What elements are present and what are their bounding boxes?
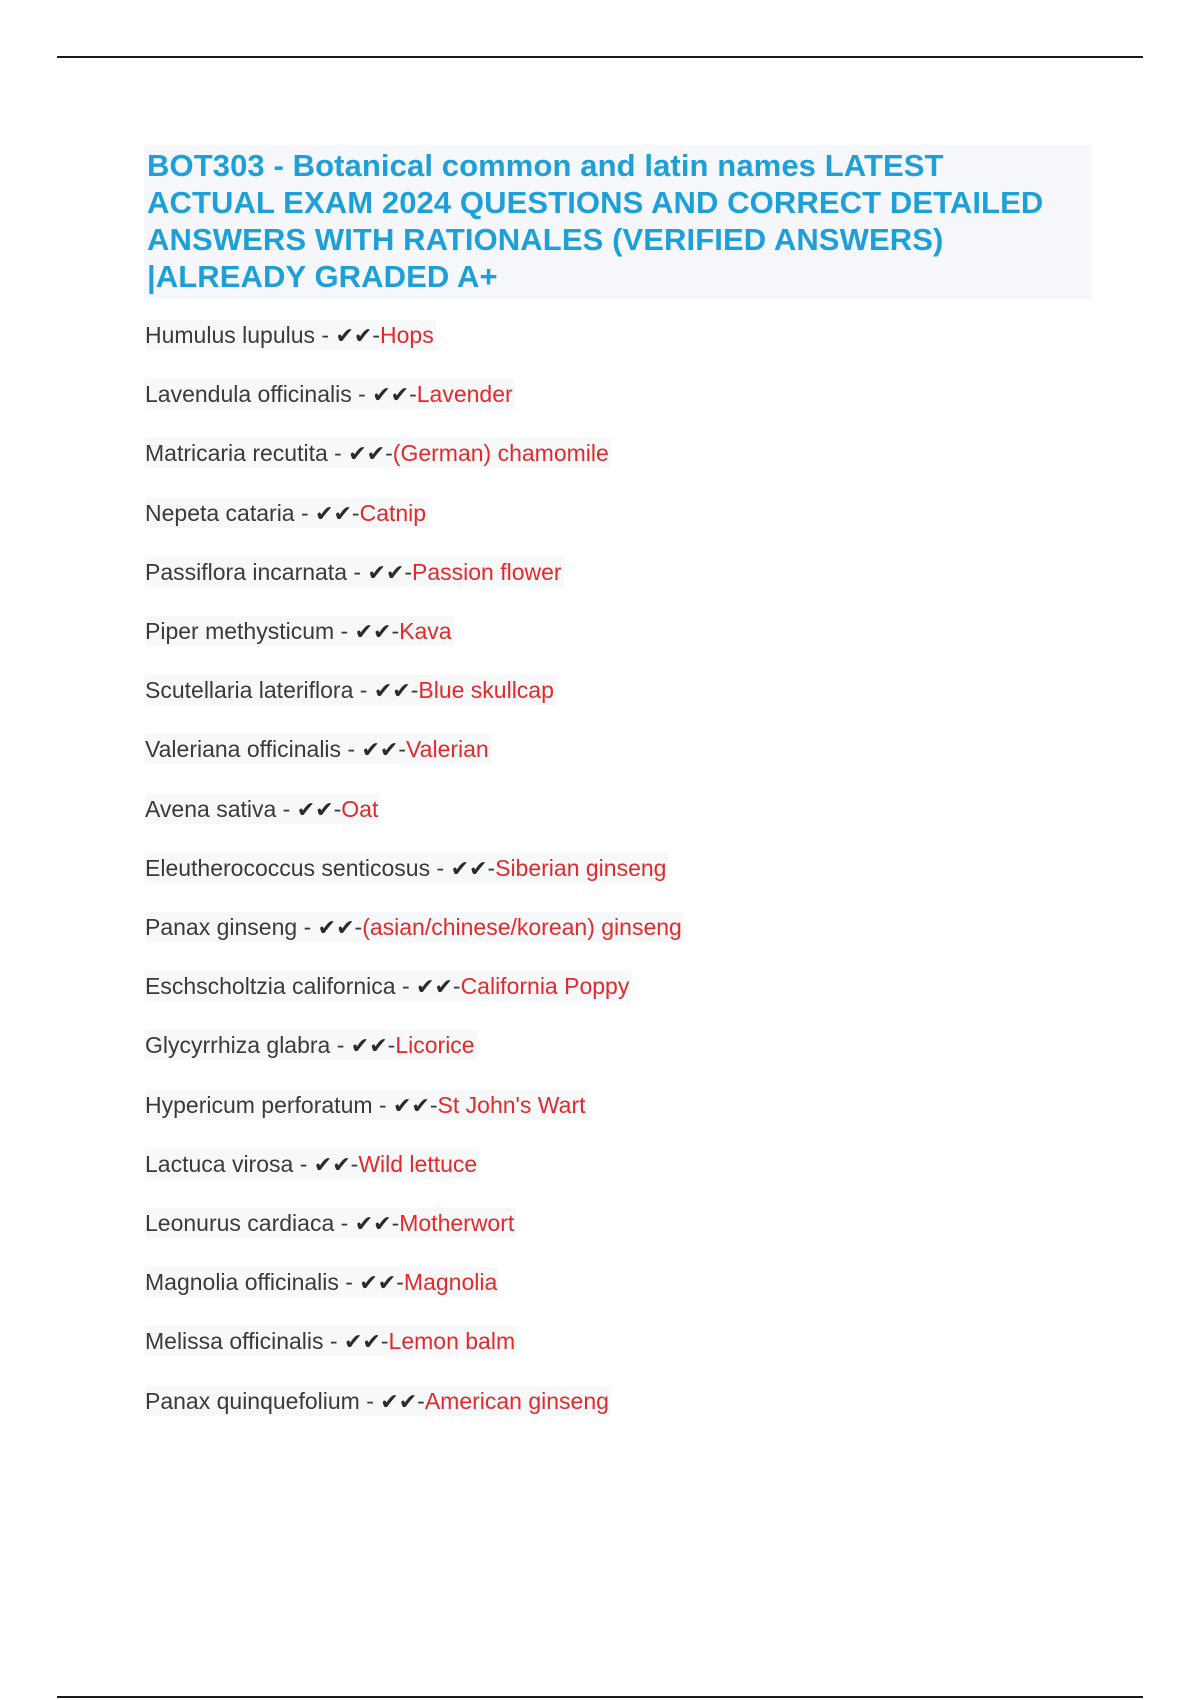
- checkmark-icon: ✔✔: [317, 916, 355, 941]
- qa-item: [145, 438, 611, 468]
- qa-item: [145, 1149, 479, 1179]
- checkmark-icon: ✔✔: [315, 502, 352, 527]
- common-name-answer: Lemon balm: [388, 1328, 516, 1354]
- answer-prefix: -: [354, 914, 363, 940]
- checkmark-icon: ✔✔: [354, 1212, 392, 1237]
- checkmark-icon: ✔✔: [416, 975, 453, 1000]
- checkmark-icon: ✔✔: [373, 679, 411, 704]
- common-name-answer: St John's Wart: [437, 1092, 586, 1118]
- answer-prefix: -: [385, 440, 393, 466]
- latin-name: Melissa officinalis: [145, 1328, 324, 1354]
- title-line: |ALREADY GRADED A+: [147, 259, 498, 294]
- qa-item: [145, 320, 436, 350]
- separator: -: [334, 618, 355, 644]
- checkmark-icon: ✔✔: [359, 1271, 397, 1296]
- separator: -: [327, 440, 349, 466]
- separator: -: [353, 677, 374, 703]
- latin-name: Magnolia officinalis: [145, 1269, 339, 1295]
- separator: -: [297, 914, 318, 940]
- common-name-answer: California Poppy: [460, 973, 630, 999]
- separator: -: [430, 855, 451, 881]
- document-title: [147, 147, 1090, 295]
- common-name-answer: Oat: [341, 796, 379, 822]
- common-name-answer: Passion flower: [412, 559, 562, 585]
- common-name-answer: American ginseng: [424, 1388, 609, 1414]
- latin-name: Piper methysticum: [145, 618, 335, 644]
- answer-prefix: -: [387, 1032, 396, 1058]
- qa-item: [145, 557, 564, 587]
- qa-item: [145, 616, 454, 646]
- qa-item: [145, 498, 428, 528]
- separator: -: [347, 559, 368, 585]
- qa-item: [145, 794, 380, 824]
- answer-prefix: -: [351, 500, 360, 526]
- separator: -: [330, 1032, 351, 1058]
- latin-name: Scutellaria lateriflora: [145, 677, 354, 703]
- answer-prefix: -: [372, 322, 381, 348]
- bottom-rule: [57, 1696, 1143, 1698]
- common-name-answer: Siberian ginseng: [495, 855, 667, 881]
- checkmark-icon: ✔✔: [343, 1330, 381, 1355]
- qa-item: [145, 734, 491, 764]
- latin-name: Passiflora incarnata: [145, 559, 347, 585]
- separator: -: [351, 381, 373, 407]
- answer-prefix: -: [391, 1210, 400, 1236]
- separator: -: [293, 1151, 314, 1177]
- answer-prefix: -: [429, 1092, 438, 1118]
- answer-prefix: -: [333, 796, 342, 822]
- separator: -: [338, 1269, 360, 1295]
- qa-item: [145, 1090, 588, 1120]
- latin-name: Valeriana officinalis: [145, 736, 342, 762]
- common-name-answer: Hops: [380, 322, 434, 348]
- answer-prefix: -: [417, 1388, 425, 1414]
- answer-prefix: -: [391, 618, 400, 644]
- title-line: ACTUAL EXAM 2024 QUESTIONS AND CORRECT DETAILED: [147, 185, 1044, 220]
- common-name-answer: (German) chamomile: [392, 440, 609, 466]
- separator: -: [359, 1388, 381, 1414]
- answer-prefix: -: [396, 1269, 404, 1295]
- latin-name: Lavendula officinalis: [145, 381, 352, 407]
- common-name-answer: Valerian: [406, 736, 489, 762]
- latin-name: Glycyrrhiza glabra: [145, 1032, 331, 1058]
- title-block: [144, 145, 1092, 299]
- latin-name: Lactuca virosa: [145, 1151, 294, 1177]
- separator: -: [341, 736, 362, 762]
- title-line: BOT303 - Botanical common and latin names LATEST: [147, 148, 944, 183]
- checkmark-icon: ✔✔: [335, 324, 373, 349]
- separator: -: [276, 796, 297, 822]
- common-name-answer: Lavender: [416, 381, 513, 407]
- checkmark-icon: ✔✔: [392, 1094, 430, 1119]
- title-line: ANSWERS WITH RATIONALES (VERIFIED ANSWERS): [147, 222, 944, 257]
- qa-item: [145, 1030, 477, 1060]
- checkmark-icon: ✔✔: [450, 857, 488, 882]
- answer-prefix: -: [452, 973, 461, 999]
- common-name-answer: Licorice: [395, 1032, 475, 1058]
- latin-name: Nepeta cataria: [145, 500, 295, 526]
- common-name-answer: Wild lettuce: [358, 1151, 478, 1177]
- checkmark-icon: ✔✔: [296, 798, 334, 823]
- separator: -: [372, 1092, 393, 1118]
- answer-prefix: -: [404, 559, 412, 585]
- common-name-answer: Blue skullcap: [418, 677, 554, 703]
- checkmark-icon: ✔✔: [350, 1034, 388, 1059]
- common-name-answer: Motherwort: [399, 1210, 515, 1236]
- qa-item: [145, 853, 668, 883]
- checkmark-icon: ✔✔: [367, 561, 405, 586]
- separator: -: [294, 500, 316, 526]
- qa-item: [145, 1267, 499, 1297]
- qa-item: [145, 1208, 516, 1238]
- latin-name: Matricaria recutita: [145, 440, 328, 466]
- answer-prefix: -: [380, 1328, 389, 1354]
- checkmark-icon: ✔✔: [354, 620, 392, 645]
- latin-name: Humulus lupulus: [145, 322, 316, 348]
- common-name-answer: Catnip: [359, 500, 427, 526]
- common-name-answer: (asian/chinese/korean) ginseng: [362, 914, 682, 940]
- qa-item: [145, 1386, 611, 1416]
- checkmark-icon: ✔✔: [361, 738, 399, 763]
- separator: -: [315, 322, 336, 348]
- checkmark-icon: ✔✔: [313, 1153, 351, 1178]
- latin-name: Avena sativa: [145, 796, 277, 822]
- answer-prefix: -: [487, 855, 496, 881]
- answer-prefix: -: [398, 736, 407, 762]
- answer-prefix: -: [409, 381, 417, 407]
- qa-item: [145, 379, 515, 409]
- qa-item: [145, 971, 631, 1001]
- answer-prefix: -: [350, 1151, 359, 1177]
- separator: -: [323, 1328, 344, 1354]
- top-rule: [57, 56, 1143, 58]
- checkmark-icon: ✔✔: [348, 442, 386, 467]
- common-name-answer: Kava: [399, 618, 452, 644]
- answer-prefix: -: [410, 677, 419, 703]
- latin-name: Eschscholtzia californica: [145, 973, 396, 999]
- separator: -: [334, 1210, 355, 1236]
- latin-name: Panax ginseng: [145, 914, 298, 940]
- latin-name: Hypericum perforatum: [145, 1092, 373, 1118]
- qa-item: [145, 912, 684, 942]
- latin-name: Eleutherococcus senticosus: [145, 855, 431, 881]
- separator: -: [395, 973, 417, 999]
- checkmark-icon: ✔✔: [372, 383, 410, 408]
- qa-item: [145, 1326, 517, 1356]
- latin-name: Panax quinquefolium: [145, 1388, 360, 1414]
- checkmark-icon: ✔✔: [380, 1390, 418, 1415]
- common-name-answer: Magnolia: [403, 1269, 498, 1295]
- qa-item: [145, 675, 556, 705]
- latin-name: Leonurus cardiaca: [145, 1210, 335, 1236]
